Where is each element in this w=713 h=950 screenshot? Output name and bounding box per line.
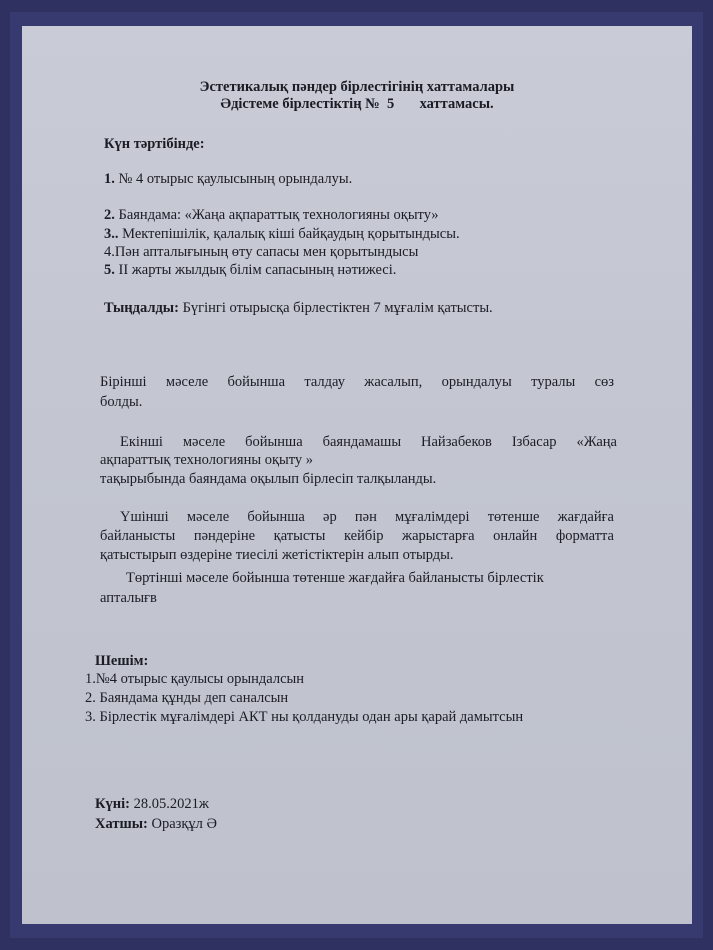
agenda-item: 1. № 4 отырыс қаулысының орындалуы.: [104, 171, 353, 187]
agenda-item: 3.. Мектепішілік, қалалық кіші байқаудың қорытындысы.: [104, 226, 460, 242]
secretary-label: Хатшы:: [95, 816, 148, 832]
discussion-p2-line1: Екінші мәселе бойынша баяндамашы Найзабеков Ізбасар «Жаңа: [120, 434, 617, 450]
decision-item: 3. Бірлестік мұғалімдері АКТ ны қолдануды одан ары қарай дамытсын: [85, 709, 524, 725]
agenda-heading: Күн тәртібінде:: [104, 136, 205, 152]
agenda-item: 2. Баяндама: «Жаңа ақпараттық технологияны оқыту»: [104, 207, 439, 223]
decision-item: 2. Баяндама құнды деп саналсын: [85, 690, 289, 706]
discussion-p3-line1: Үшінші мәселе бойынша әр пән мұғалімдері төтенше жағдайға: [120, 509, 614, 525]
listened-text: Бүгінгі отырысқа бірлестіктен 7 мұғалім қатысты.: [178, 300, 493, 316]
date-value: 28.05.2021ж: [129, 796, 209, 812]
listened-line: [104, 300, 493, 317]
discussion-p3-line3: қатыстырып өздеріне тиесілі жетістіктерін алып отырды.: [100, 547, 454, 563]
decision-heading: Шешім:: [95, 653, 149, 669]
subtitle-suffix: хаттамасы.: [419, 96, 494, 112]
document-title: Эстетикалық пәндер бірлестігінің хаттамалары: [199, 79, 515, 95]
secretary-value: Оразқұл Ә: [147, 816, 218, 832]
discussion-p4-line2: апталығв: [100, 590, 157, 606]
discussion-p2-line3: тақырыбында баяндама оқылып бірлесіп талқыланды.: [100, 471, 437, 487]
agenda-item: 5. ІІ жарты жылдық білім сапасының нәтижесі.: [104, 262, 397, 278]
listened-label: Тыңдалды:: [104, 300, 179, 316]
discussion-p1-line1: Бірінші мәселе бойынша талдау жасалып, орындалуы туралы сөз: [100, 374, 614, 390]
protocol-number: 5: [387, 96, 395, 112]
discussion-p3-line2: байланысты пәндеріне қатысты кейбір жарыстарға онлайн форматта: [100, 528, 614, 544]
subtitle-prefix: Әдістеме бірлестіктің №: [220, 96, 380, 112]
decision-item: 1.№4 отырыс қаулысы орындалсын: [85, 671, 305, 687]
discussion-p2-line2: ақпараттық технологияны оқыту »: [100, 452, 314, 468]
secretary-line: [95, 816, 217, 833]
agenda-item: 4.Пән апталығының өту сапасы мен қорытындысы: [104, 244, 419, 260]
date-line: [95, 796, 209, 813]
discussion-p4-line1: Төртінші мәселе бойынша төтенше жағдайға байланысты бірлестік: [126, 570, 544, 586]
date-label: Күні:: [95, 796, 130, 812]
discussion-p1-line2: болды.: [100, 394, 143, 410]
document-sheet: [22, 26, 692, 924]
document-subtitle: [22, 96, 692, 113]
